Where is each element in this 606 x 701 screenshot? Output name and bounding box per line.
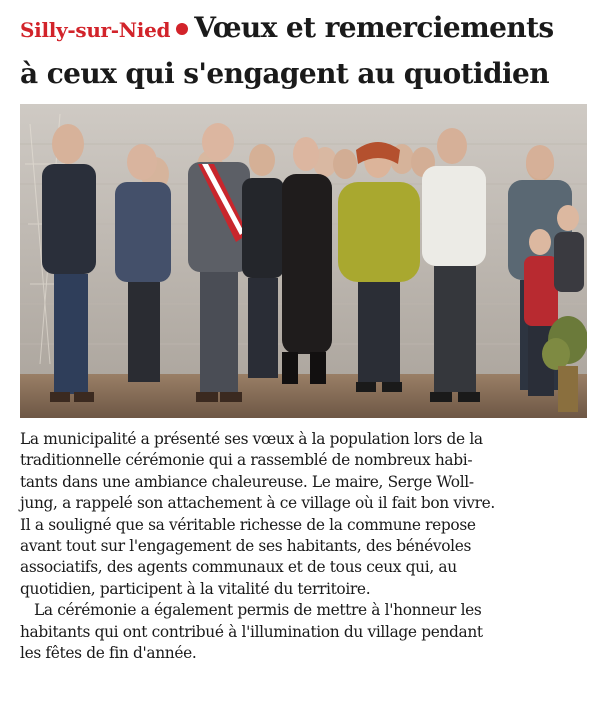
article-body (20, 429, 592, 664)
body-line: tants dans une ambiance chaleureuse. Le maire, Serge Woll- (20, 472, 474, 491)
body-line: jung, a rappelé son attachement à ce village où il fait bon vivre. (20, 494, 495, 513)
body-line: quotidien, participent à la vitalité du territoire. (20, 579, 371, 598)
body-line: les fêtes de fin d'année. (20, 643, 197, 662)
locality-label: Silly-sur-Nied (20, 18, 171, 42)
headline-line-1: Vœux et remerciements (194, 11, 554, 44)
body-line: Il a souligné que sa véritable richesse de la commune repose (20, 515, 476, 534)
body-line: habitants qui ont contribué à l'illumination du village pendant (20, 622, 483, 641)
headline-line-2: à ceux qui s'engagent au quotidien (20, 57, 549, 90)
bullet-dot-icon (176, 23, 188, 35)
body-line: La cérémonie a également permis de mettre à l'honneur les (34, 601, 482, 620)
group-photo (20, 104, 587, 418)
body-line: traditionnelle cérémonie qui a rassemblé de nombreux habi- (20, 451, 473, 470)
body-line: La municipalité a présenté ses vœux à la population lors de la (20, 430, 483, 448)
headline (20, 6, 595, 95)
body-line: avant tout sur l'engagement de ses habitants, des bénévoles (20, 536, 472, 555)
group-photo-icon (20, 104, 587, 418)
body-line: associatifs, des agents communaux et de tous ceux qui, au (20, 558, 457, 577)
